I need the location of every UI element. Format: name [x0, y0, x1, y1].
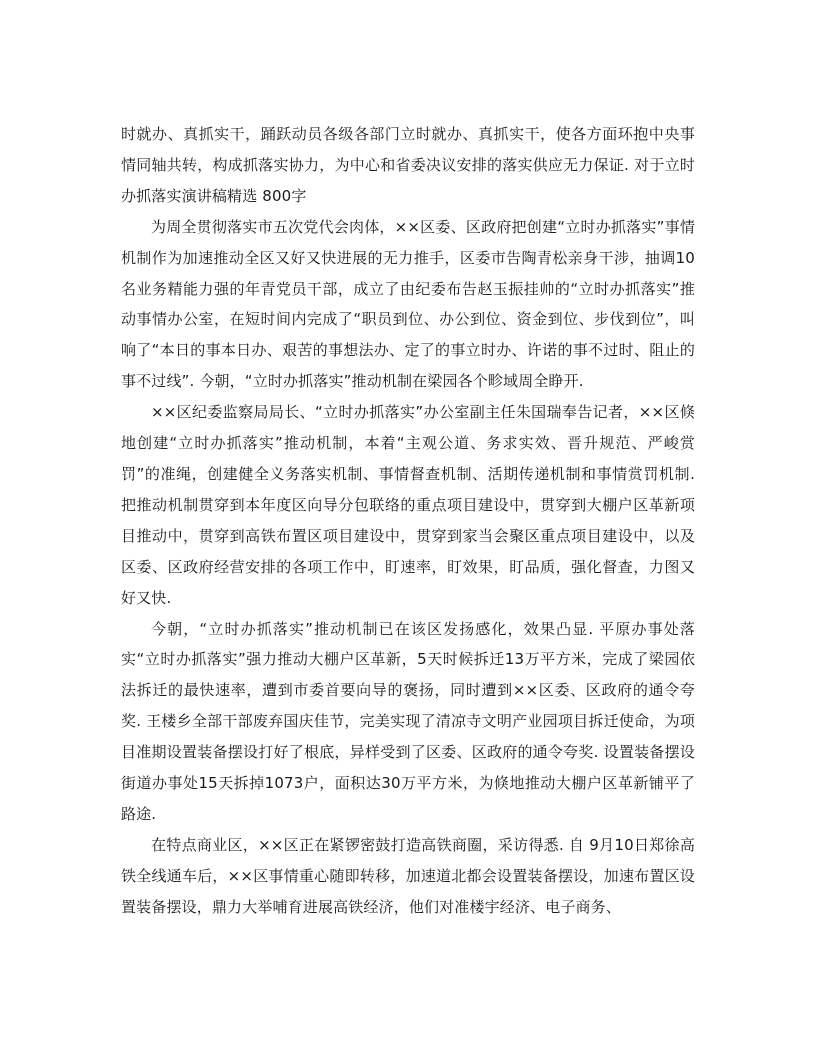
- paragraph-5: 在特点商业区，××区正在紧锣密鼓打造高铁商圈，采访得悉. 自 9月10日郑徐高铁全线通车后，××区事情重心随即转移，加速道北都会设置装备摆设，加速布置区设置装备摆设，鼎力大举哺育进展高铁经济，他们对准楼宇经济、电子商务、: [121, 835, 695, 916]
- paragraph-4: 今朝，“立时办抓落实”推动机制已在该区发扬感化，效果凸显. 平原办事处落实“立时办抓落实”强力推动大棚户区革新，5天时候拆迁13万平方米，完成了梁园依法拆迁的最快速率，遭到市委首要向导的褒扬，同时遭到××区委、区政府的通令夸奖. 王楼乡全部干部废弃国庆佳节，完美实现了清凉寺文明产业园项目拆迁使命，为项目准期设置装备摆设打好了根底，异样受到了区委、区政府的通令夸奖. 设置装备摆设街道办事处15天拆掉1073户，面积达30万平方米，为倏地推动大棚户区革新铺平了路途.: [121, 619, 695, 823]
- document-page: [121, 119, 695, 923]
- paragraph-3: ××区纪委监察局局长、“立时办抓落实”办公室副主任朱国瑞奉告记者，××区倏地创建“立时办抓落实”推动机制，本着“主观公道、务求实效、晋升规范、严峻赏罚”的准绳，创建健全义务落实机制、事情督查机制、活期传递机制和事情赏罚机制. 把推动机制贯穿到本年度区向导分包联络的重点项目建设中，贯穿到大棚户区革新项目推动中，贯穿到高铁布置区项目建设中，贯穿到家当会聚区重点项目建设中，以及区委、区政府经营安排的各项工作中，盯速率，盯效果，盯品质，强化督查，力图又好又快.: [121, 403, 695, 607]
- paragraph-2: 为周全贯彻落实市五次党代会肉体，××区委、区政府把创建“立时办抓落实”事情机制作为加速推动全区又好又快进展的无力推手，区委市告陶青松亲身干涉，抽调10名业务精能力强的年青党员干部，成立了由纪委布告赵玉振挂帅的“立时办抓落实”推动事情办公室，在短时间内完成了“职员到位、办公到位、资金到位、步伐到位”，叫响了“本日的事本日办、艰苦的事想法办、定了的事立时办、许诺的事不过时、阻止的事不过线”. 今朝，“立时办抓落实”推动机制在梁园各个畛域周全睁开.: [121, 217, 695, 391]
- paragraph-1: 时就办、真抓实干，踊跃动员各级各部门立时就办、真抓实干，使各方面环抱中央事情同轴共转，构成抓落实协力，为中心和省委决议安排的落实供应无力保证. 对于立时办抓落实演讲稿精选 800字: [121, 125, 695, 205]
